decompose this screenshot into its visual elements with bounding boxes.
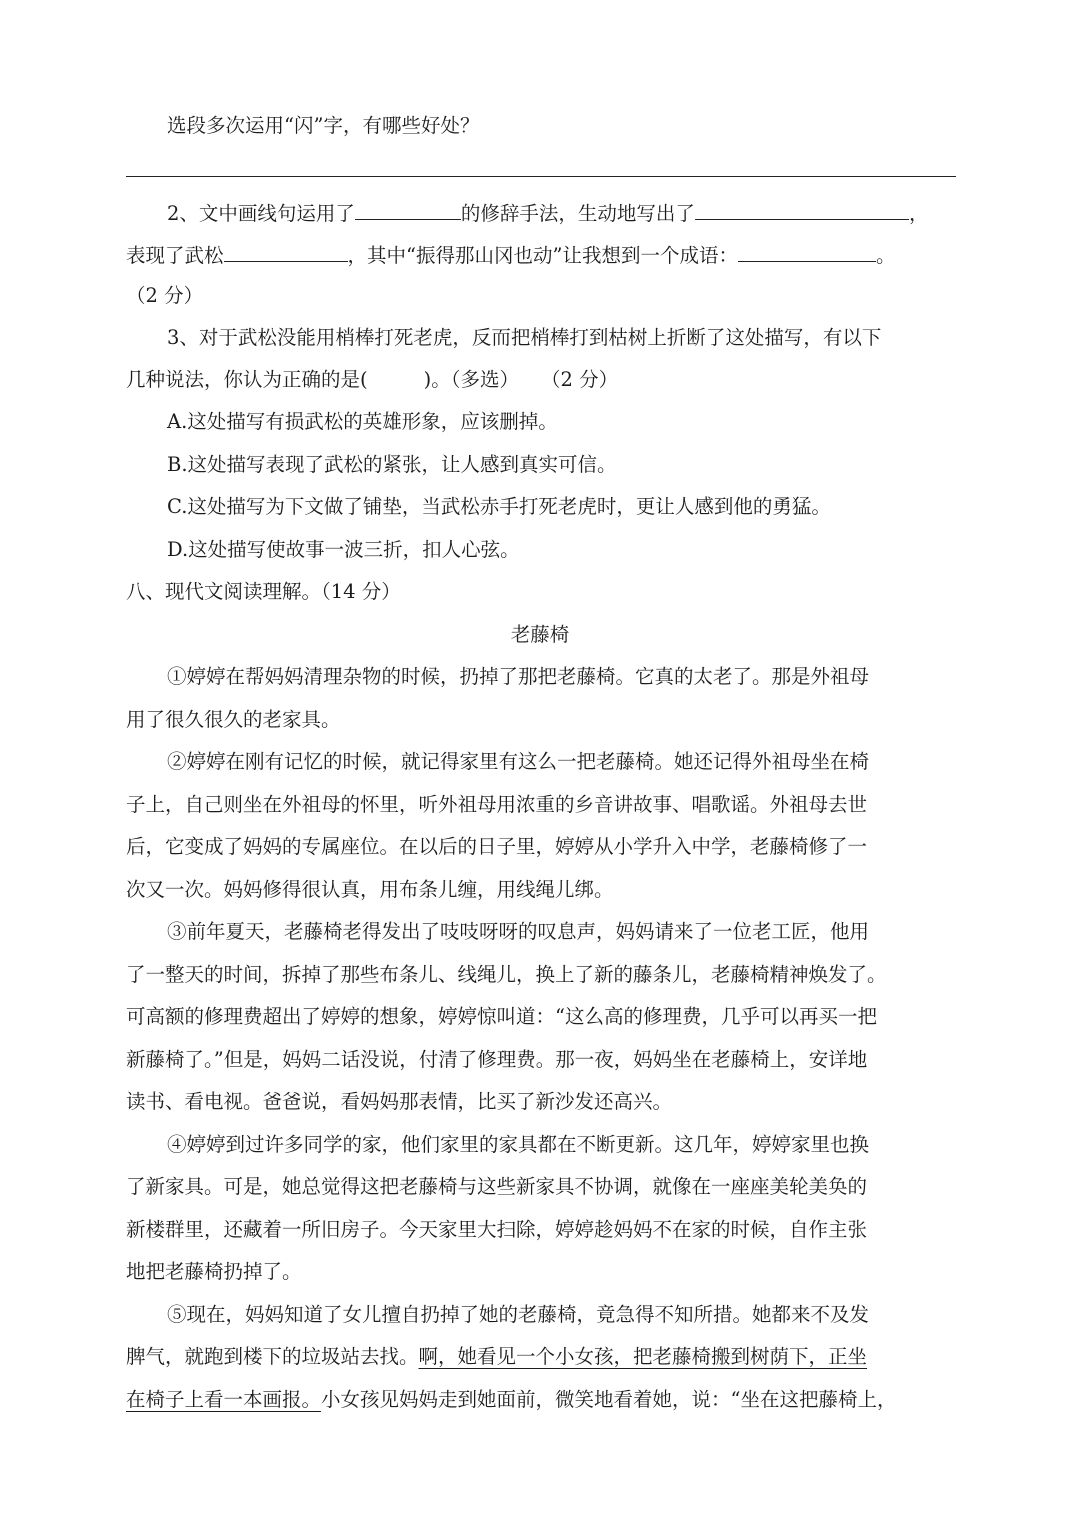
question-3-line-2 — [126, 367, 618, 393]
p2-line-4: 次又一次。妈妈修得很认真，用布条儿缠，用线绳儿绑。 — [126, 878, 614, 901]
p2-line-2: 子上，自己则坐在外祖母的怀里，听外祖母用浓重的乡音讲故事、唱歌谣。外祖母去世 — [126, 793, 868, 816]
option-d[interactable]: D.这处描写使故事一波三折，扣人心弦。 — [167, 538, 520, 561]
p4-line-4: 地把老藤椅扔掉了。 — [126, 1260, 302, 1283]
q2-blank-2[interactable] — [695, 199, 909, 220]
q2-text-c: ， — [908, 202, 929, 225]
question-2-score: （2 分） — [126, 284, 204, 307]
q2-text-b: 的修辞手法，生动地写出了 — [460, 202, 695, 225]
q2-blank-3[interactable] — [224, 241, 348, 262]
p5-text-plain-a: 脾气，就跑到楼下的垃圾站去找。 — [126, 1345, 419, 1368]
p3-line-3: 可高额的修理费超出了婷婷的想象，婷婷惊叫道：“这么高的修理费，几乎可以再买一把 — [126, 1005, 877, 1028]
p5-line-3 — [126, 1387, 897, 1413]
p3-line-1: ③前年夏天，老藤椅老得发出了吱吱呀呀的叹息声，妈妈请来了一位老工匠，他用 — [167, 920, 870, 943]
p1-line-2: 用了很久很久的老家具。 — [126, 708, 341, 731]
p5-line-1: ⑤现在，妈妈知道了女儿擅自扔掉了她的老藤椅，竟急得不知所措。她都来不及发 — [167, 1303, 870, 1326]
q2-blank-4[interactable] — [738, 241, 876, 262]
q2-text-a: 2、文中画线句运用了 — [167, 202, 355, 225]
passage-title: 老藤椅 — [510, 623, 570, 646]
p3-line-4: 新藤椅了。”但是，妈妈二话没说，付清了修理费。那一夜，妈妈坐在老藤椅上，安详地 — [126, 1048, 868, 1071]
question-prev-line: 选段多次运用“闪”字，有哪些好处？ — [167, 114, 480, 137]
option-c[interactable]: C.这处描写为下文做了铺垫，当武松赤手打死老虎时，更让人感到他的勇猛。 — [167, 495, 831, 518]
q2-text-d: 表现了武松 — [126, 244, 224, 267]
question-3-line-1: 3、对于武松没能用梢棒打死老虎，反而把梢棒打到枯树上折断了这处描写，有以下 — [167, 326, 882, 349]
q2-blank-1[interactable] — [355, 199, 461, 220]
q2-text-e: ，其中“振得那山冈也动”让我想到一个成语： — [347, 244, 738, 267]
q3-text-b: )。（多选） — [423, 368, 519, 391]
option-a[interactable]: A.这处描写有损武松的英雄形象，应该删掉。 — [167, 410, 558, 433]
p2-line-3: 后，它变成了妈妈的专属座位。在以后的日子里，婷婷从小学升入中学，老藤椅修了一 — [126, 835, 868, 858]
q2-text-f: 。 — [875, 244, 896, 267]
question-2-line-2 — [126, 241, 895, 269]
question-2-line-1 — [167, 199, 928, 227]
answer-line — [126, 176, 956, 177]
p5-text-plain-b: 小女孩见妈妈走到她面前，微笑地看着她，说：“坐在这把藤椅上， — [321, 1388, 897, 1411]
p2-line-1: ②婷婷在刚有记忆的时候，就记得家里有这么一把老藤椅。她还记得外祖母坐在椅 — [167, 750, 870, 773]
q3-score: （2 分） — [540, 368, 619, 391]
underlined-sentence-a: 啊，她看见一个小女孩，把老藤椅搬到树荫下，正坐 — [418, 1345, 868, 1368]
underlined-sentence-b: 在椅子上看一本画报。 — [126, 1388, 322, 1411]
section-8-heading: 八、现代文阅读理解。（14 分） — [126, 580, 401, 603]
p3-line-2: 了一整天的时间，拆掉了那些布条儿、线绳儿，换上了新的藤条儿，老藤椅精神焕发了。 — [126, 963, 887, 986]
p1-line-1: ①婷婷在帮妈妈清理杂物的时候，扔掉了那把老藤椅。它真的太老了。那是外祖母 — [167, 665, 870, 688]
p3-line-5: 读书、看电视。爸爸说，看妈妈那表情，比买了新沙发还高兴。 — [126, 1090, 673, 1113]
p4-line-1: ④婷婷到过许多同学的家，他们家里的家具都在不断更新。这几年，婷婷家里也换 — [167, 1133, 870, 1156]
option-b[interactable]: B.这处描写表现了武松的紧张，让人感到真实可信。 — [167, 453, 617, 476]
p4-line-2: 了新家具。可是，她总觉得这把老藤椅与这些新家具不协调，就像在一座座美轮美奂的 — [126, 1175, 868, 1198]
q3-text-a: 几种说法，你认为正确的是( — [126, 368, 368, 391]
p5-line-2 — [126, 1344, 867, 1370]
p4-line-3: 新楼群里，还藏着一所旧房子。今天家里大扫除，婷婷趁妈妈不在家的时候，自作主张 — [126, 1218, 868, 1241]
